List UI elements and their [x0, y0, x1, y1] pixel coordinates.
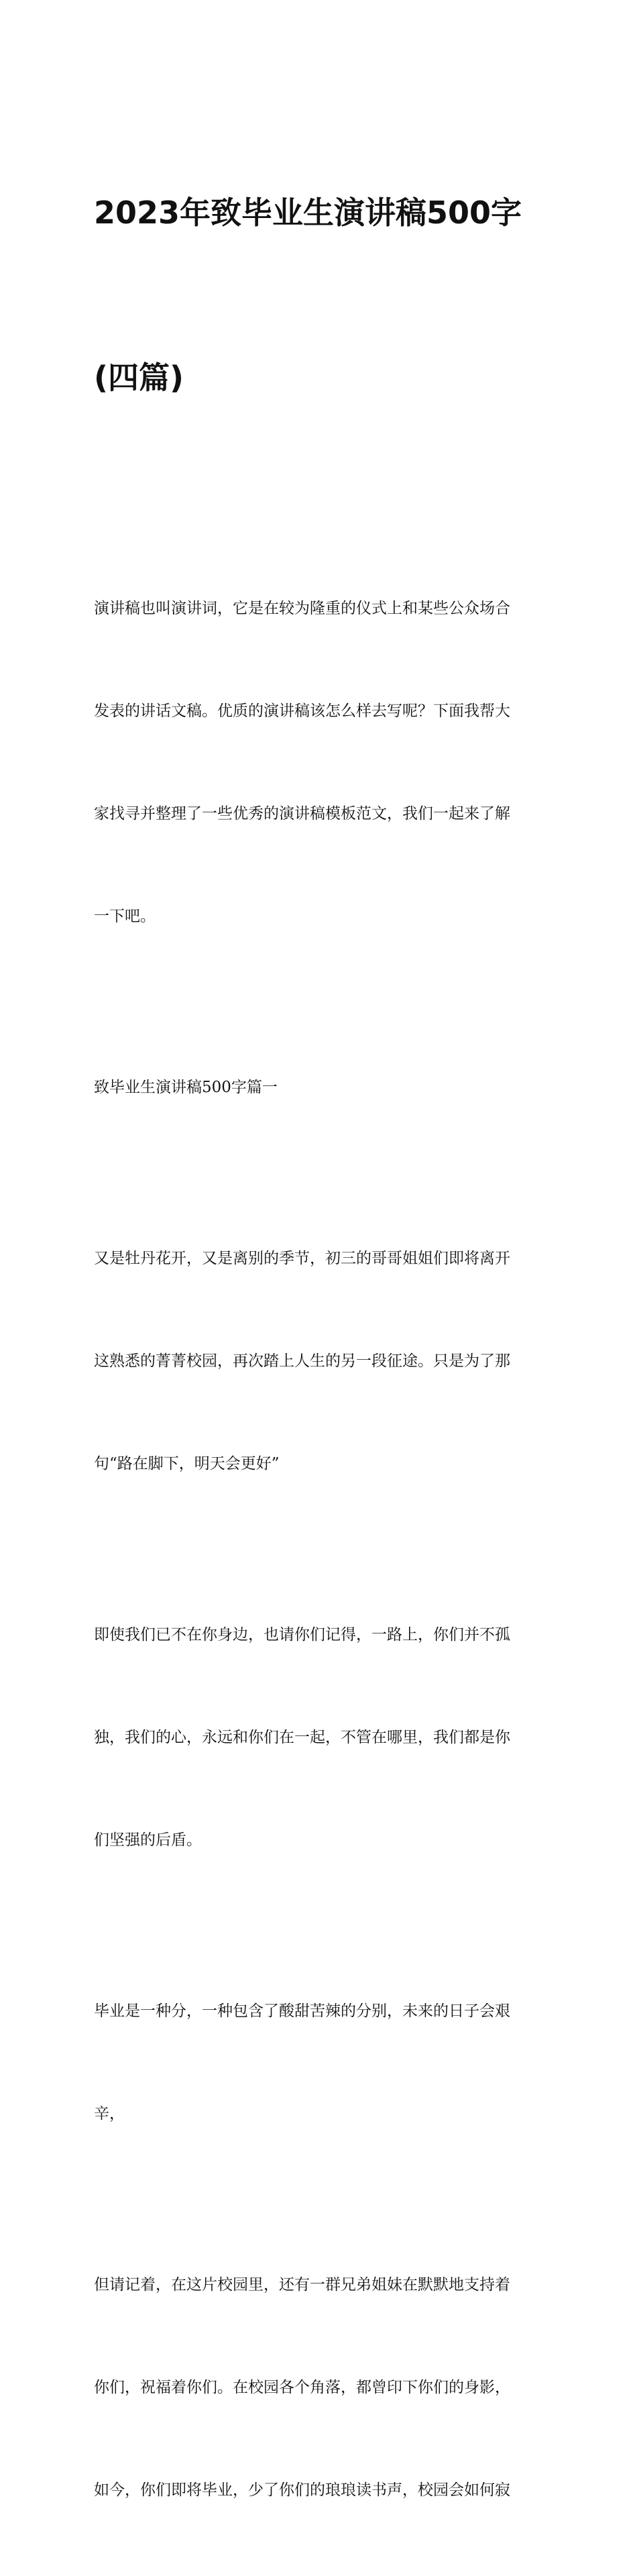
section-heading: [94, 1002, 544, 1173]
text-line: 又是牡丹花开，又是离别的季节，初三的哥哥姐姐们即将离开: [94, 1250, 510, 1267]
text-line: 独，我们的心，永远和你们在一起，不管在哪里，我们都是你: [94, 1729, 510, 1746]
body-paragraph: [94, 1173, 544, 1550]
text-line: 即使我们已不在你身边，也请你们记得，一路上，你们并不孤: [94, 1626, 510, 1644]
body-paragraph: [94, 1926, 544, 2200]
intro-paragraph: [94, 523, 544, 1002]
text-line: 毕业是一种分，一种包含了酸甜苦辣的分别，未来的日子会艰: [94, 2002, 510, 2020]
body-paragraph: [94, 1550, 544, 1926]
text-line: 一下吧。: [94, 908, 156, 925]
document-body: [94, 523, 544, 2576]
text-line: 发表的讲话文稿。优质的演讲稿该怎么样去写呢？下面我帮大: [94, 702, 510, 720]
text-line: 致毕业生演讲稿500字篇一: [94, 1079, 278, 1096]
text-line: 句“路在脚下，明天会更好”: [94, 1455, 280, 1472]
document-page: [94, 75, 544, 2576]
title-line-2: (四篇): [94, 360, 184, 396]
text-line: 这熟悉的菁菁校园，再次踏上人生的另一段征途。只是为了那: [94, 1352, 510, 1370]
document-title: [94, 75, 544, 515]
text-line: 如今，你们即将毕业，少了你们的琅琅读书声，校园会如何寂: [94, 2481, 510, 2499]
text-line: 你们，祝福着你们。在校园各个角落，都曾印下你们的身影，: [94, 2379, 510, 2396]
text-line: 家找寻并整理了一些优秀的演讲稿模板范文，我们一起来了解: [94, 805, 510, 822]
text-line: 演讲稿也叫演讲词，它是在较为隆重的仪式上和某些公众场合: [94, 600, 510, 617]
text-line: 辛，: [94, 2105, 125, 2123]
body-paragraph: [94, 2200, 544, 2576]
text-line: 们坚强的后盾。: [94, 1831, 202, 1849]
text-line: 但请记着，在这片校园里，还有一群兄弟姐妹在默默地支持着: [94, 2276, 510, 2294]
title-line-1: 2023年致毕业生演讲稿500字: [94, 195, 522, 231]
